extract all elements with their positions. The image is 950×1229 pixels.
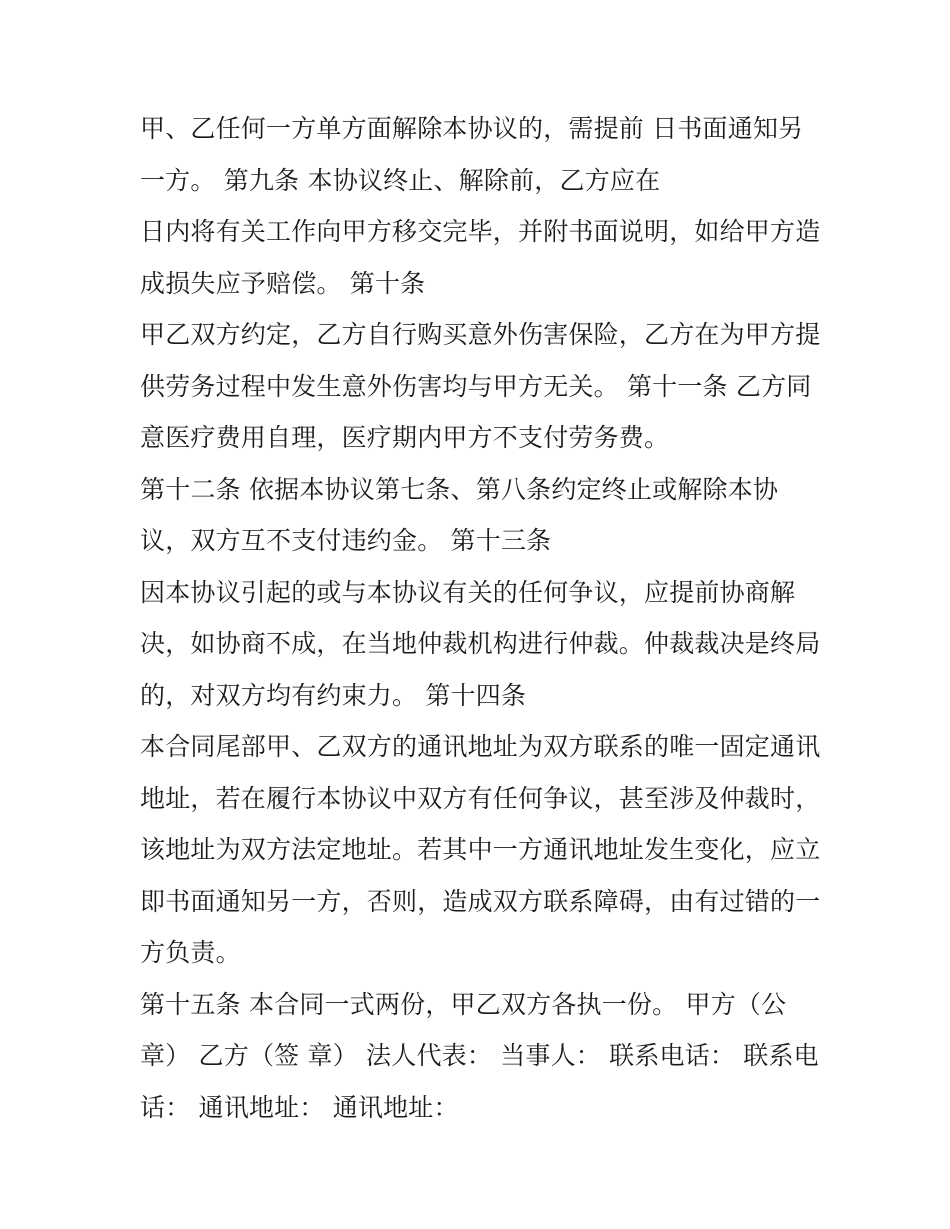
text-line: 第十二条 依据本协议第七条、第八条约定终止或解除本协 (140, 475, 779, 504)
text-line: 成损失应予赔偿。 第十条 (140, 269, 426, 298)
text-line: 因本协议引起的或与本协议有关的任何争议，应提前协商解 (140, 578, 796, 607)
text-line: 章） 乙方（签 章） 法人代表： 当事人： 联系电话： 联系电 (140, 1041, 819, 1070)
text-line: 供劳务过程中发生意外伤害均与甲方无关。 第十一条 乙方同 (140, 372, 812, 401)
text-line: 方负责。 (140, 938, 241, 967)
text-line: 第十五条 本合同一式两份，甲乙双方各执一份。 甲方（公 (140, 990, 787, 1019)
text-line: 甲乙双方约定，乙方自行购买意外伤害保险，乙方在为甲方提 (140, 320, 821, 349)
text-line: 议，双方互不支付违约金。 第十三条 (140, 526, 552, 555)
text-line: 地址，若在履行本协议中双方有任何争议，甚至涉及仲裁时， (140, 784, 821, 813)
text-line: 日内将有关工作向甲方移交完毕，并附书面说明，如给甲方造 (140, 217, 821, 246)
text-line: 决，如协商不成，在当地仲裁机构进行仲裁。仲裁裁决是终局 (140, 629, 821, 658)
text-line: 该地址为双方法定地址。若其中一方通讯地址发生变化，应立 (140, 835, 821, 864)
text-line: 本合同尾部甲、乙双方的通讯地址为双方联系的唯一固定通讯 (140, 732, 821, 761)
text-line: 的，对双方均有约束力。 第十四条 (140, 681, 527, 710)
text-line: 意医疗费用自理，医疗期内甲方不支付劳务费。 (140, 423, 670, 452)
text-line: 即书面通知另一方，否则，造成双方联系障碍，由有过错的一 (140, 887, 821, 916)
text-line: 一方。 第九条 本协议终止、解除前，乙方应在 (140, 166, 661, 195)
text-line: 甲、乙任何一方单方面解除本协议的，需提前 日书面通知另 (140, 114, 804, 143)
text-line: 话： 通讯地址： 通讯地址： (140, 1093, 459, 1122)
